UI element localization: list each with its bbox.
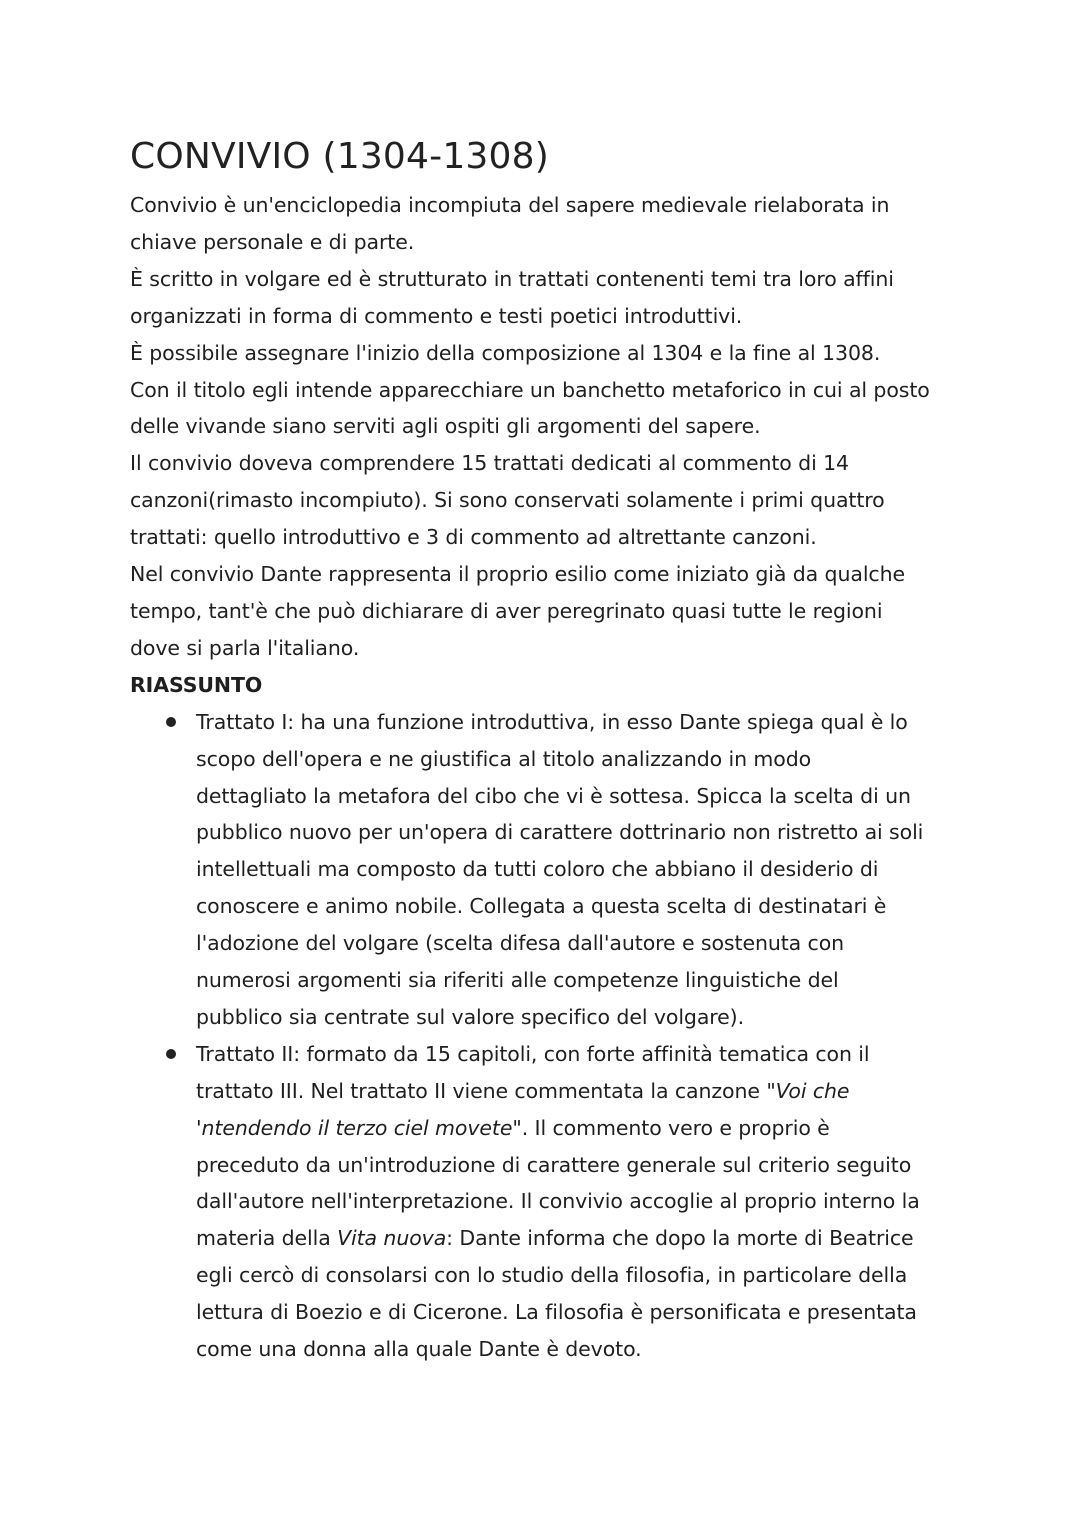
text-segment: pubblico nuovo per un'opera di carattere dottrinario non ristretto ai soli (196, 820, 924, 845)
text-segment: dettagliato la metafora del cibo che vi è sottesa. Spicca la scelta di un (196, 783, 911, 808)
intro-paragraph (130, 187, 960, 667)
text-segment: scopo dell'opera e ne giustifica al titolo analizzando in modo (196, 746, 812, 771)
text-line (196, 1183, 960, 1220)
text-line: Con il titolo egli intende apparecchiare un banchetto metaforico in cui al posto (130, 377, 930, 402)
text-segment: intellettuali ma composto da tutti coloro che abbiano il desiderio di (196, 857, 879, 882)
text-segment: trattato III. Nel trattato II viene commentata la canzone " (196, 1078, 776, 1103)
text-line: tempo, tant'è che può dichiarare di aver peregrinato quasi tutte le regioni (130, 598, 883, 623)
text-segment: lettura di Boezio e di Cicerone. La filosofia è personificata e presentata (196, 1300, 917, 1325)
text-line (196, 851, 960, 888)
text-segment: pubblico sia centrate sul valore specifico del volgare). (196, 1004, 745, 1029)
text-segment: l'adozione del volgare (scelta difesa dall'autore e sostenuta con (196, 931, 845, 956)
text-line (196, 962, 960, 999)
document-title: CONVIVIO (1304-1308) (130, 136, 549, 177)
text-line (196, 1036, 960, 1073)
text-line (196, 1147, 960, 1184)
text-line: È possibile assegnare l'inizio della composizione al 1304 e la fine al 1308. (130, 340, 881, 365)
text-line: chiave personale e di parte. (130, 229, 415, 254)
text-line (196, 741, 960, 778)
list-item (130, 1036, 960, 1368)
section-heading: RIASSUNTO (130, 672, 263, 697)
text-line: Nel convivio Dante rappresenta il proprio esilio come iniziato già da qualche (130, 562, 905, 587)
text-segment: Trattato I: ha una funzione introduttiva, in esso Dante spiega qual è lo (196, 709, 908, 734)
text-line (196, 1294, 960, 1331)
summary-list (130, 704, 960, 1368)
text-line: Convivio è un'enciclopedia incompiuta del sapere medievale rielaborata in (130, 193, 890, 217)
text-line: organizzati in forma di commento e testi poetici introduttivi. (130, 303, 743, 328)
text-line (196, 1257, 960, 1294)
text-line (196, 1110, 960, 1147)
bullet-icon (166, 717, 176, 727)
text-line (196, 1331, 960, 1368)
text-line (196, 888, 960, 925)
text-segment: preceduto da un'introduzione di carattere generale sul criterio seguito (196, 1152, 912, 1177)
document-page (130, 133, 960, 1368)
list-item (130, 704, 960, 1036)
bullet-icon (166, 1049, 176, 1059)
italic-text: 'ntendendo il terzo ciel movete (196, 1115, 513, 1140)
text-segment: dall'autore nell'interpretazione. Il convivio accoglie al proprio interno la (196, 1189, 920, 1214)
text-line: dove si parla l'italiano. (130, 635, 360, 660)
text-line: È scritto in volgare ed è strutturato in trattati contenenti temi tra loro affini (130, 266, 894, 291)
text-segment: : Dante informa che dopo la morte di Beatrice (446, 1226, 914, 1251)
text-segment: come una donna alla quale Dante è devoto. (196, 1337, 642, 1362)
italic-text: Voi che (775, 1078, 850, 1103)
text-segment: Trattato II: formato da 15 capitoli, con forte affinità tematica con il (196, 1041, 870, 1066)
text-line: trattati: quello introduttivo e 3 di commento ad altrettante canzoni. (130, 525, 817, 550)
text-segment: ". Il commento vero e proprio è (512, 1115, 830, 1140)
text-line (196, 1220, 960, 1257)
text-segment: egli cercò di consolarsi con lo studio della filosofia, in particolare della (196, 1263, 908, 1288)
text-line (196, 814, 960, 851)
text-line (196, 1073, 960, 1110)
text-segment: materia della (196, 1226, 338, 1251)
text-line (196, 778, 960, 815)
text-line: Il convivio doveva comprendere 15 trattati dedicati al commento di 14 (130, 451, 849, 476)
text-line: delle vivande siano serviti agli ospiti gli argomenti del sapere. (130, 414, 761, 439)
text-segment: numerosi argomenti sia riferiti alle competenze linguistiche del (196, 968, 839, 993)
text-line (196, 704, 960, 741)
text-line: canzoni(rimasto incompiuto). Si sono conservati solamente i primi quattro (130, 488, 885, 513)
text-segment: conoscere e animo nobile. Collegata a questa scelta di destinatari è (196, 894, 887, 919)
text-line (196, 999, 960, 1036)
text-line (196, 925, 960, 962)
italic-text: Vita nuova (337, 1226, 447, 1251)
